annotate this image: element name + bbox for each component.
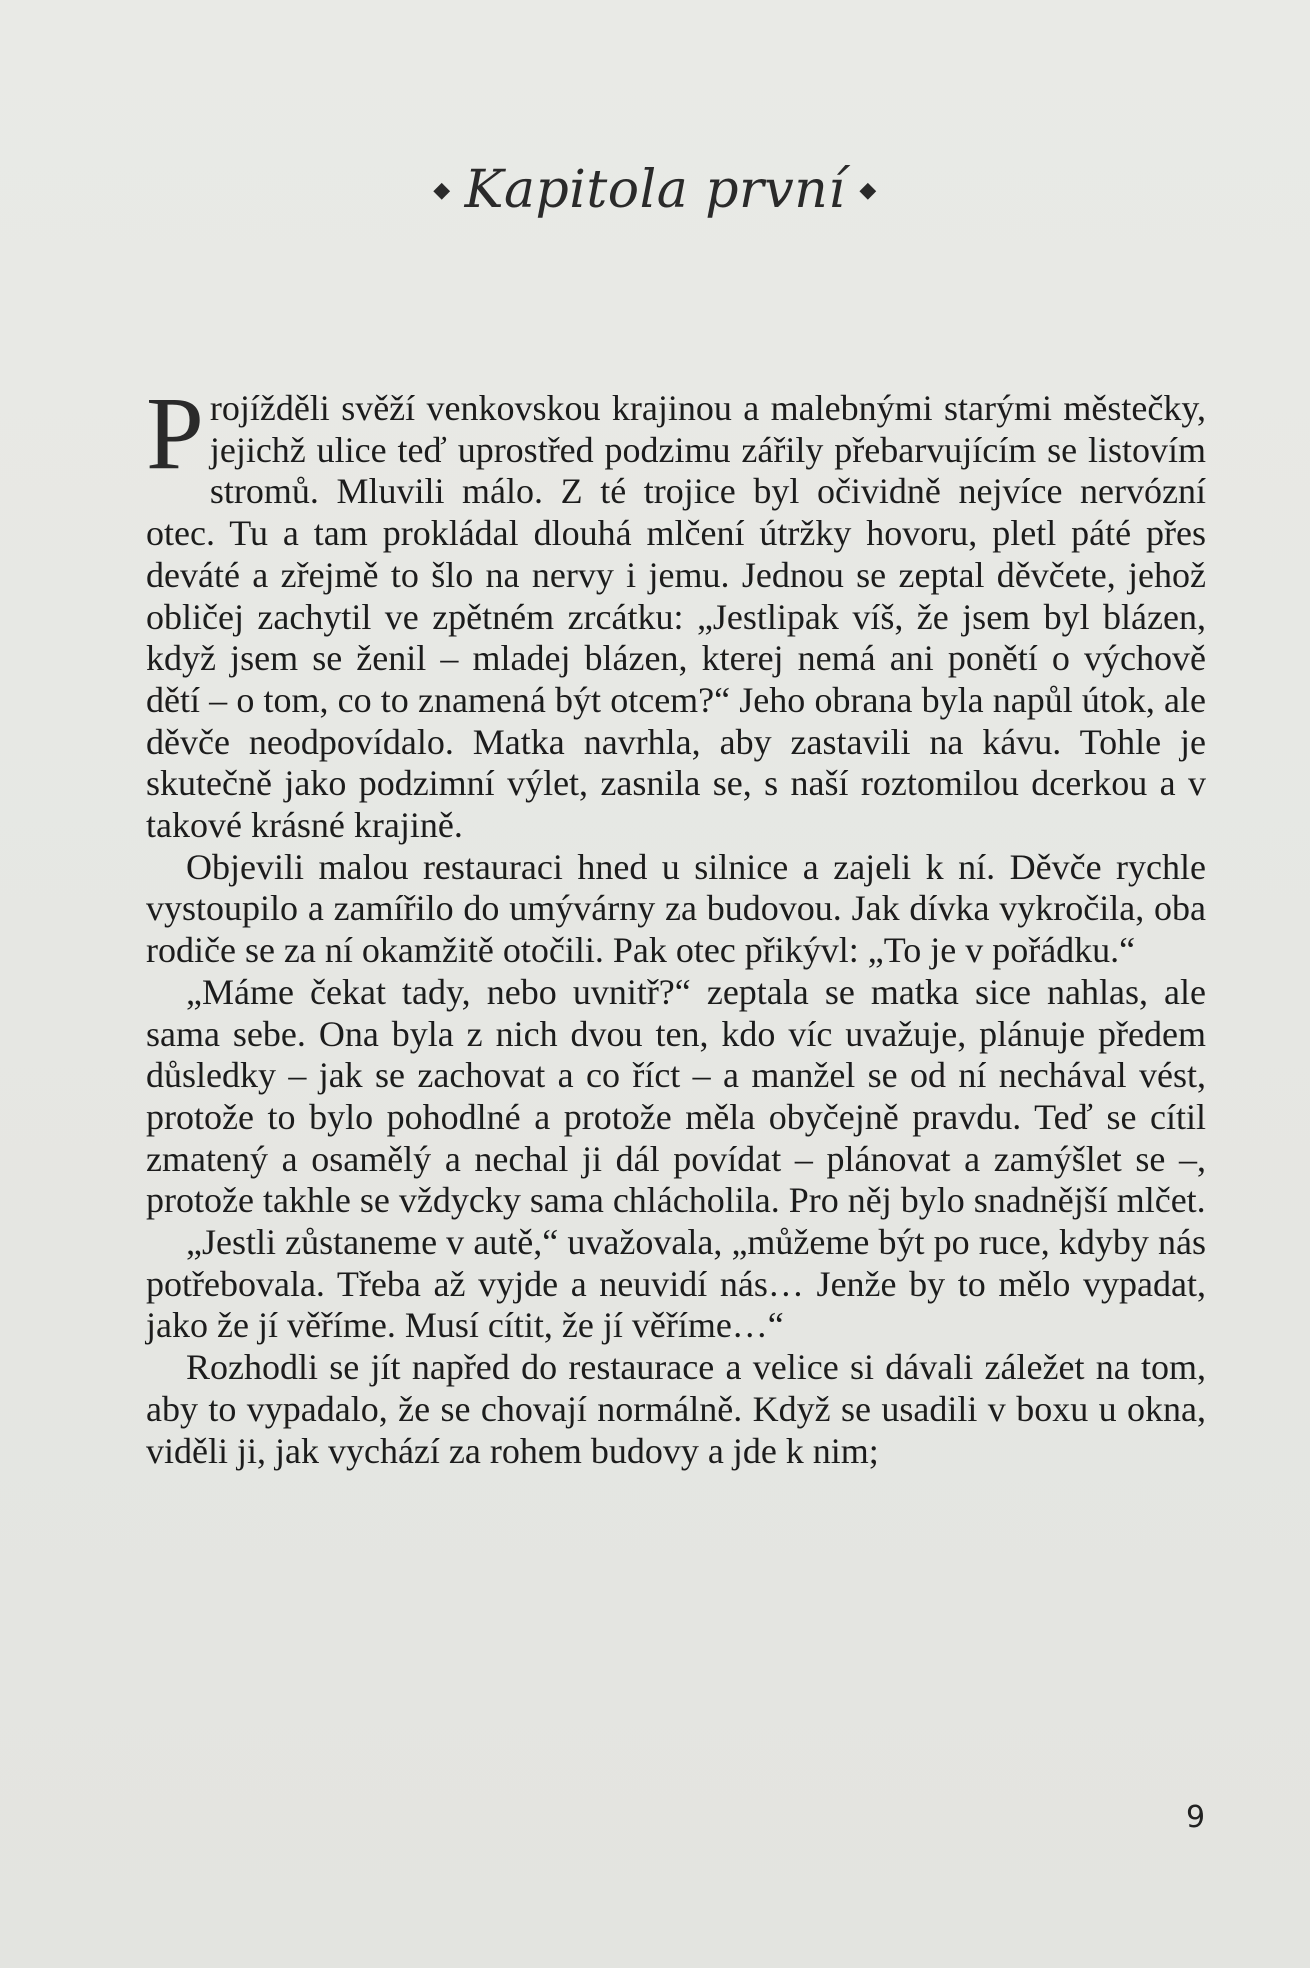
diamond-ornament-icon: ◆ <box>433 178 451 203</box>
page-number: 9 <box>1186 1800 1206 1835</box>
paragraph: „Máme čekat tady, nebo uvnitř?“ zeptala se matka sice nahlas, ale sama sebe. Ona byla z nich dvou ten, kdo víc uvažuje, plánuje předem důsledky – jak se zachovat a co říct – a manžel se od ní nechával vést, protože to bylo pohodlné a protože měla obyčejně pravdu. Teď se cítil zmatený a osamělý a nechal ji dál povídat – plánovat a zamýšlet se –, protože takhle se vždycky sama chlácholila. Pro něj bylo snadnější mlčet. <box>146 971 1206 1221</box>
paragraph: „Jestli zůstaneme v autě,“ uvažovala, „můžeme být po ruce, kdyby nás potřebovala. Třeba až vyjde a neuvidí nás… Jenže by to mělo vypadat, jako že jí věříme. Musí cítit, že jí věříme…“ <box>146 1222 1206 1346</box>
chapter-title: Kapitola první <box>464 160 846 220</box>
paragraph <box>146 376 1206 847</box>
chapter-heading <box>0 160 1310 220</box>
paragraph: Objevili malou restauraci hned u silnice a zajeli k ní. Děvče rychle vystoupilo a zamířilo do umývárny za budovou. Jak dívka vykročila, oba rodiče se za ní okamžitě otočili. Pak otec přikývl: „To je v pořádku.“ <box>146 846 1206 971</box>
drop-cap: P <box>146 376 204 491</box>
diamond-ornament-icon: ◆ <box>859 178 877 203</box>
body-text <box>146 376 1206 1472</box>
paragraph-text: rojížděli svěží venkovskou krajinou a malebnými starými městečky, jejichž ulice teď uprostřed podzimu zářily přebarvujícím se listovím stromů. Mluvili málo. Z té trojice byl očividně nejvíce nervózní otec. Tu a tam prokládal dlouhá mlčení útržky hovoru, pletl páté přes deváté a zřejmě to šlo na nervy i jemu. Jednou se zeptal děvčete, jehož obličej zachytil ve zpětném zrcátku: „Jestlipak víš, že jsem byl blázen, když jsem se ženil – mladej blázen, kterej nemá ani ponětí o výchově dětí – o tom, co to znamená být otcem?“ Jeho obrana byla napůl útok, ale děvče neodpovídalo. Matka navrhla, aby zastavili na kávu. Tohle je skutečně jako podzimní výlet, zasnila se, s naší roztomilou dcerkou a v takové krásné krajině. <box>146 388 1206 846</box>
paragraph: Rozhodli se jít napřed do restaurace a velice si dávali záležet na tom, aby to vypadalo, že se chovají normálně. Když se usadili v boxu u okna, viděli ji, jak vychází za rohem budovy a jde k nim; <box>146 1347 1206 1471</box>
